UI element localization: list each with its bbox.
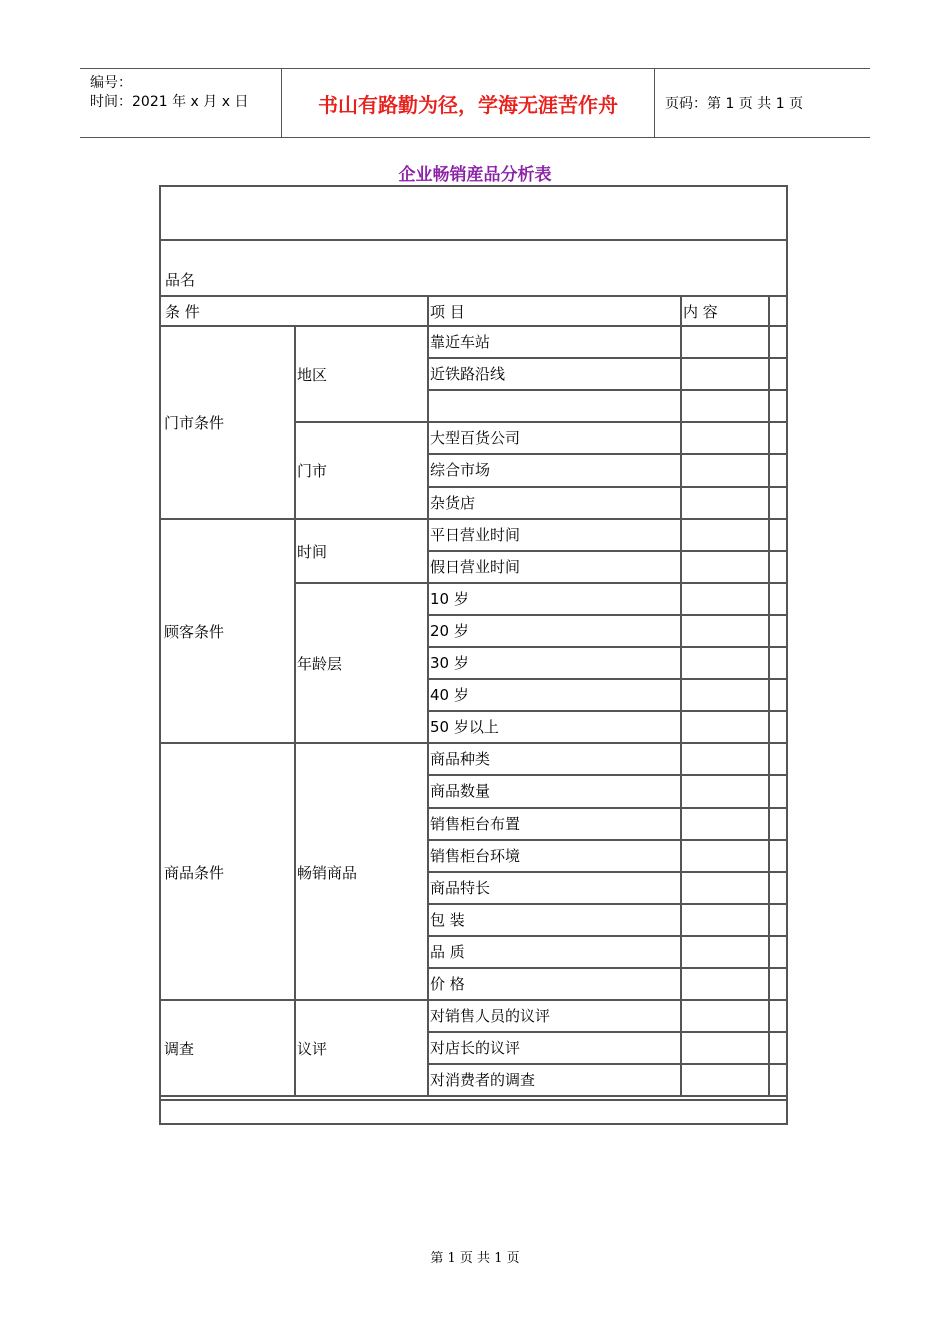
row-divider bbox=[427, 582, 786, 584]
subgroup-divider bbox=[294, 518, 427, 520]
subgroup-label: 畅销商品 bbox=[297, 863, 358, 882]
table-item: 靠近车站 bbox=[430, 333, 491, 351]
table-item: 包 装 bbox=[430, 910, 465, 929]
subgroup-label: 年龄层 bbox=[297, 655, 343, 674]
table-item: 价 格 bbox=[430, 975, 465, 993]
row-divider bbox=[427, 453, 786, 455]
table-item: 对销售人员的议评 bbox=[430, 1007, 551, 1026]
table-item: 对消费者的调查 bbox=[430, 1071, 536, 1090]
table-item: 商品种类 bbox=[430, 750, 491, 769]
row-divider bbox=[427, 903, 786, 905]
group-label: 调查 bbox=[164, 1040, 195, 1059]
table-item: 20 岁 bbox=[430, 621, 469, 640]
row-divider bbox=[427, 935, 786, 937]
group-label: 门市条件 bbox=[164, 414, 225, 433]
column-divider bbox=[680, 295, 682, 327]
table-item: 销售柜台环境 bbox=[430, 846, 521, 865]
table-item: 40 岁 bbox=[430, 686, 469, 705]
header-motto: 书山有路勤为径，学海无涯苦作舟 bbox=[282, 69, 655, 137]
group-label: 商品条件 bbox=[164, 863, 225, 882]
table-item: 30 岁 bbox=[430, 654, 469, 672]
row-divider bbox=[427, 646, 786, 648]
group-divider bbox=[161, 742, 294, 744]
analysis-table bbox=[159, 185, 788, 1125]
table-item: 综合市场 bbox=[430, 461, 491, 480]
table-item: 10 岁 bbox=[430, 589, 469, 608]
group-label: 顾客条件 bbox=[164, 622, 225, 641]
table-item: 平日营业时间 bbox=[430, 525, 521, 544]
row-divider bbox=[427, 614, 786, 616]
subgroup-divider bbox=[294, 999, 427, 1001]
group-divider bbox=[161, 999, 294, 1001]
row-divider bbox=[427, 871, 786, 873]
group-divider bbox=[161, 518, 294, 520]
group-divider bbox=[161, 1095, 294, 1097]
column-divider bbox=[427, 327, 429, 1097]
row-divider bbox=[427, 967, 786, 969]
product-name-label: 品名 bbox=[165, 271, 196, 289]
row-divider bbox=[427, 710, 786, 712]
subgroup-label: 时间 bbox=[297, 542, 328, 561]
row-divider bbox=[427, 839, 786, 841]
header-page-info: 页码：第 1 页 共 1 页 bbox=[665, 96, 804, 112]
header-divider bbox=[161, 295, 786, 297]
column-divider bbox=[427, 295, 429, 327]
column-divider bbox=[680, 327, 682, 1097]
row-divider bbox=[427, 421, 786, 423]
column-divider bbox=[768, 327, 770, 1097]
table-item: 假日营业时间 bbox=[430, 557, 521, 576]
row-divider bbox=[427, 678, 786, 680]
row-divider bbox=[427, 389, 786, 391]
table-item: 近铁路沿线 bbox=[430, 365, 506, 384]
subgroup-label: 地区 bbox=[297, 366, 328, 385]
subgroup-divider bbox=[294, 421, 427, 423]
header-divider bbox=[161, 239, 786, 241]
table-item: 50 岁以上 bbox=[430, 718, 499, 737]
table-item: 商品数量 bbox=[430, 782, 491, 801]
row-divider bbox=[427, 999, 786, 1001]
time-label: 时间：2021 年 x 月 x 日 bbox=[90, 94, 249, 110]
table-item: 杂货店 bbox=[430, 493, 476, 512]
row-divider bbox=[427, 774, 786, 776]
row-divider bbox=[427, 518, 786, 520]
page-title: 企业畅销産品分析表 bbox=[398, 165, 552, 185]
table-item: 大型百货公司 bbox=[430, 429, 521, 448]
table-item: 销售柜台布置 bbox=[430, 814, 521, 833]
table-bottom-rule bbox=[161, 1099, 786, 1101]
row-divider bbox=[427, 1095, 786, 1097]
number-label: 编号： bbox=[90, 75, 132, 91]
subgroup-label: 门市 bbox=[297, 462, 328, 481]
subgroup-divider bbox=[294, 582, 427, 584]
row-divider bbox=[427, 807, 786, 809]
table-item: 对店长的议评 bbox=[430, 1039, 521, 1058]
row-divider bbox=[427, 550, 786, 552]
col-header-item: 项 目 bbox=[430, 303, 465, 321]
row-divider bbox=[427, 486, 786, 488]
page-footer: 第 1 页 共 1 页 bbox=[430, 1251, 520, 1266]
header-divider bbox=[161, 325, 786, 327]
col-header-condition: 条 件 bbox=[165, 303, 200, 321]
table-item: 商品特长 bbox=[430, 878, 491, 897]
row-divider bbox=[427, 1031, 786, 1033]
document-header bbox=[80, 68, 870, 138]
column-divider bbox=[294, 327, 296, 1097]
row-divider bbox=[427, 357, 786, 359]
header-meta bbox=[80, 69, 282, 137]
row-divider bbox=[427, 1063, 786, 1065]
subgroup-divider bbox=[294, 742, 427, 744]
table-item: 品 质 bbox=[430, 942, 465, 961]
subgroup-label: 议评 bbox=[297, 1040, 328, 1059]
subgroup-divider bbox=[294, 1095, 427, 1097]
col-header-content: 内 容 bbox=[683, 303, 718, 321]
row-divider bbox=[427, 742, 786, 744]
column-divider bbox=[768, 295, 770, 327]
